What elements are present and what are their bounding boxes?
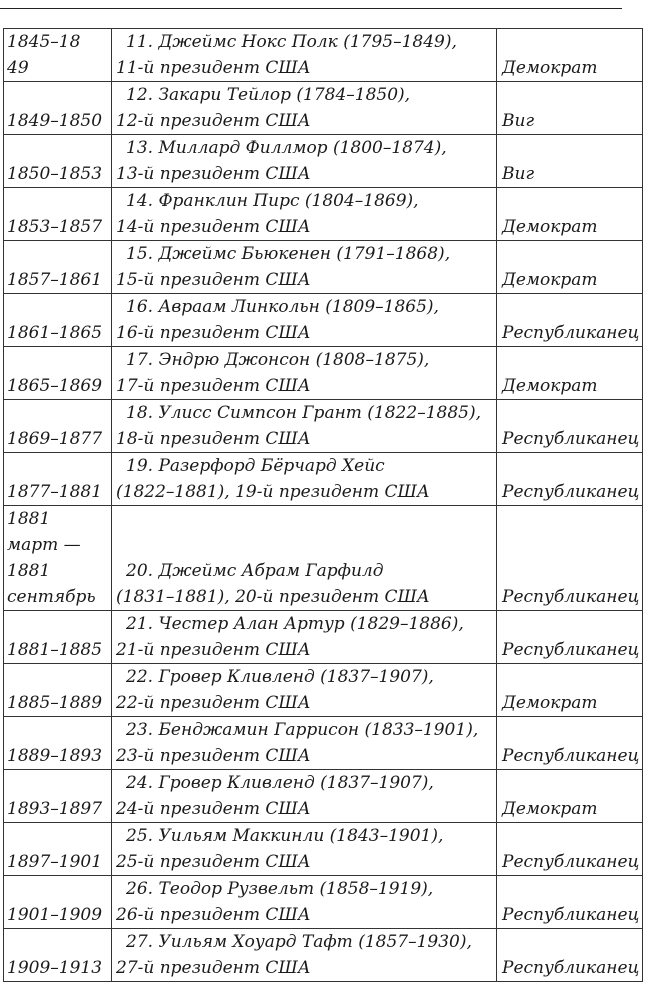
president-number: 17-й президент США — [116, 376, 311, 396]
president-number: 15-й президент США — [116, 270, 311, 290]
president-name: 11. Джеймс Нокс Полк (1795–1849), — [126, 32, 457, 52]
table-row — [4, 876, 643, 929]
party-cell: Республиканец — [497, 929, 643, 982]
party-cell: Демократ — [497, 347, 643, 400]
years-cell — [4, 29, 112, 82]
president-cell — [112, 82, 497, 135]
presidents-table — [3, 28, 643, 982]
years-cell — [4, 823, 112, 876]
president-cell — [112, 135, 497, 188]
years-cell — [4, 453, 112, 506]
party-cell: Республиканец — [497, 876, 643, 929]
years-text: 49 — [7, 58, 29, 78]
presidents-table-body — [4, 29, 643, 982]
years-text: 1909–1913 — [7, 958, 103, 978]
party-cell: Виг — [497, 82, 643, 135]
years-cell — [4, 135, 112, 188]
party-cell: Республиканец — [497, 453, 643, 506]
party-cell: Республиканец — [497, 823, 643, 876]
president-number: (1822–1881), 19-й президент США — [116, 482, 430, 502]
president-number: 11-й президент США — [116, 58, 311, 78]
president-number: 13-й президент США — [116, 164, 311, 184]
president-name: 20. Джеймс Абрам Гарфилд — [126, 561, 384, 581]
table-row — [4, 400, 643, 453]
president-name: 25. Уильям Маккинли (1843–1901), — [126, 826, 444, 846]
years-cell — [4, 347, 112, 400]
president-cell — [112, 294, 497, 347]
president-cell — [112, 717, 497, 770]
president-cell — [112, 611, 497, 664]
president-name: 14. Франклин Пирс (1804–1869), — [126, 191, 419, 211]
president-name: 17. Эндрю Джонсон (1808–1875), — [126, 350, 430, 370]
years-text: 1881–1885 — [7, 640, 103, 660]
years-cell — [4, 400, 112, 453]
president-cell — [112, 347, 497, 400]
president-name: 27. Уильям Хоуард Тафт (1857–1930), — [126, 932, 472, 952]
president-cell — [112, 506, 497, 611]
years-text: 1857–1861 — [7, 270, 103, 290]
president-cell — [112, 29, 497, 82]
years-cell — [4, 611, 112, 664]
president-name: 22. Гровер Кливленд (1837–1907), — [126, 667, 434, 687]
years-text: 1849–1850 — [7, 111, 103, 131]
party-cell: Демократ — [497, 29, 643, 82]
party-cell: Республиканец — [497, 611, 643, 664]
president-cell — [112, 929, 497, 982]
years-text: 1901–1909 — [7, 905, 103, 925]
years-cell — [4, 770, 112, 823]
president-name: 16. Авраам Линкольн (1809–1865), — [126, 297, 439, 317]
party-cell: Демократ — [497, 770, 643, 823]
years-text: 1869–1877 — [7, 429, 103, 449]
years-cell — [4, 876, 112, 929]
table-row — [4, 770, 643, 823]
years-cell — [4, 717, 112, 770]
table-row — [4, 611, 643, 664]
years-text: 1850–1853 — [7, 164, 103, 184]
table-row — [4, 929, 643, 982]
president-cell — [112, 241, 497, 294]
table-row — [4, 717, 643, 770]
years-text: 1897–1901 — [7, 852, 103, 872]
president-cell — [112, 188, 497, 241]
party-cell: Демократ — [497, 188, 643, 241]
president-number: 25-й президент США — [116, 852, 311, 872]
president-number: 14-й президент США — [116, 217, 311, 237]
years-cell — [4, 82, 112, 135]
table-row — [4, 29, 643, 82]
table-row — [4, 347, 643, 400]
years-cell — [4, 929, 112, 982]
table-row — [4, 135, 643, 188]
years-text: 1881 — [7, 509, 51, 529]
president-name: 24. Гровер Кливленд (1837–1907), — [126, 773, 434, 793]
table-row — [4, 664, 643, 717]
president-number: 16-й президент США — [116, 323, 311, 343]
years-text: 1885–1889 — [7, 693, 103, 713]
party-cell: Республиканец — [497, 294, 643, 347]
years-text: 1893–1897 — [7, 799, 103, 819]
years-cell — [4, 506, 112, 611]
years-text: 1861–1865 — [7, 323, 103, 343]
years-text: 1853–1857 — [7, 217, 103, 237]
president-number: 12-й президент США — [116, 111, 311, 131]
president-cell — [112, 453, 497, 506]
party-cell: Республиканец — [497, 400, 643, 453]
president-number: (1831–1881), 20-й президент США — [116, 587, 430, 607]
president-number: 23-й президент США — [116, 746, 311, 766]
table-row — [4, 506, 643, 611]
president-number: 22-й президент США — [116, 693, 311, 713]
top-rule — [0, 8, 622, 9]
years-cell — [4, 241, 112, 294]
president-cell — [112, 400, 497, 453]
table-row — [4, 241, 643, 294]
president-name: 18. Улисс Симпсон Грант (1822–1885), — [126, 403, 481, 423]
years-cell — [4, 188, 112, 241]
party-cell: Демократ — [497, 664, 643, 717]
president-name: 23. Бенджамин Гаррисон (1833–1901), — [126, 720, 479, 740]
table-row — [4, 188, 643, 241]
years-text: 1865–1869 — [7, 376, 103, 396]
president-name: 13. Миллард Филлмор (1800–1874), — [126, 138, 447, 158]
years-text: 1881 — [7, 561, 51, 581]
table-row — [4, 82, 643, 135]
years-text: сентябрь — [7, 587, 96, 607]
years-cell — [4, 294, 112, 347]
president-cell — [112, 876, 497, 929]
president-name: 26. Теодор Рузвельт (1858–1919), — [126, 879, 434, 899]
table-row — [4, 453, 643, 506]
president-name: 15. Джеймс Бьюкенен (1791–1868), — [126, 244, 451, 264]
years-text: 1889–1893 — [7, 746, 103, 766]
years-text: март — — [7, 535, 81, 555]
president-name: 21. Честер Алан Артур (1829–1886), — [126, 614, 464, 634]
president-number: 18-й президент США — [116, 429, 311, 449]
party-cell: Республиканец — [497, 717, 643, 770]
party-cell: Республиканец — [497, 506, 643, 611]
president-cell — [112, 770, 497, 823]
table-row — [4, 294, 643, 347]
president-cell — [112, 664, 497, 717]
president-number: 24-й президент США — [116, 799, 311, 819]
president-number: 27-й президент США — [116, 958, 311, 978]
president-cell — [112, 823, 497, 876]
president-number: 21-й президент США — [116, 640, 311, 660]
president-number: 26-й президент США — [116, 905, 311, 925]
party-cell: Виг — [497, 135, 643, 188]
president-name: 12. Закари Тейлор (1784–1850), — [126, 85, 411, 105]
years-text: 1877–1881 — [7, 482, 103, 502]
president-name: 19. Разерфорд Бёрчард Хейс — [126, 456, 385, 476]
party-cell: Демократ — [497, 241, 643, 294]
years-cell — [4, 664, 112, 717]
years-text: 1845–18 — [7, 32, 81, 52]
table-row — [4, 823, 643, 876]
